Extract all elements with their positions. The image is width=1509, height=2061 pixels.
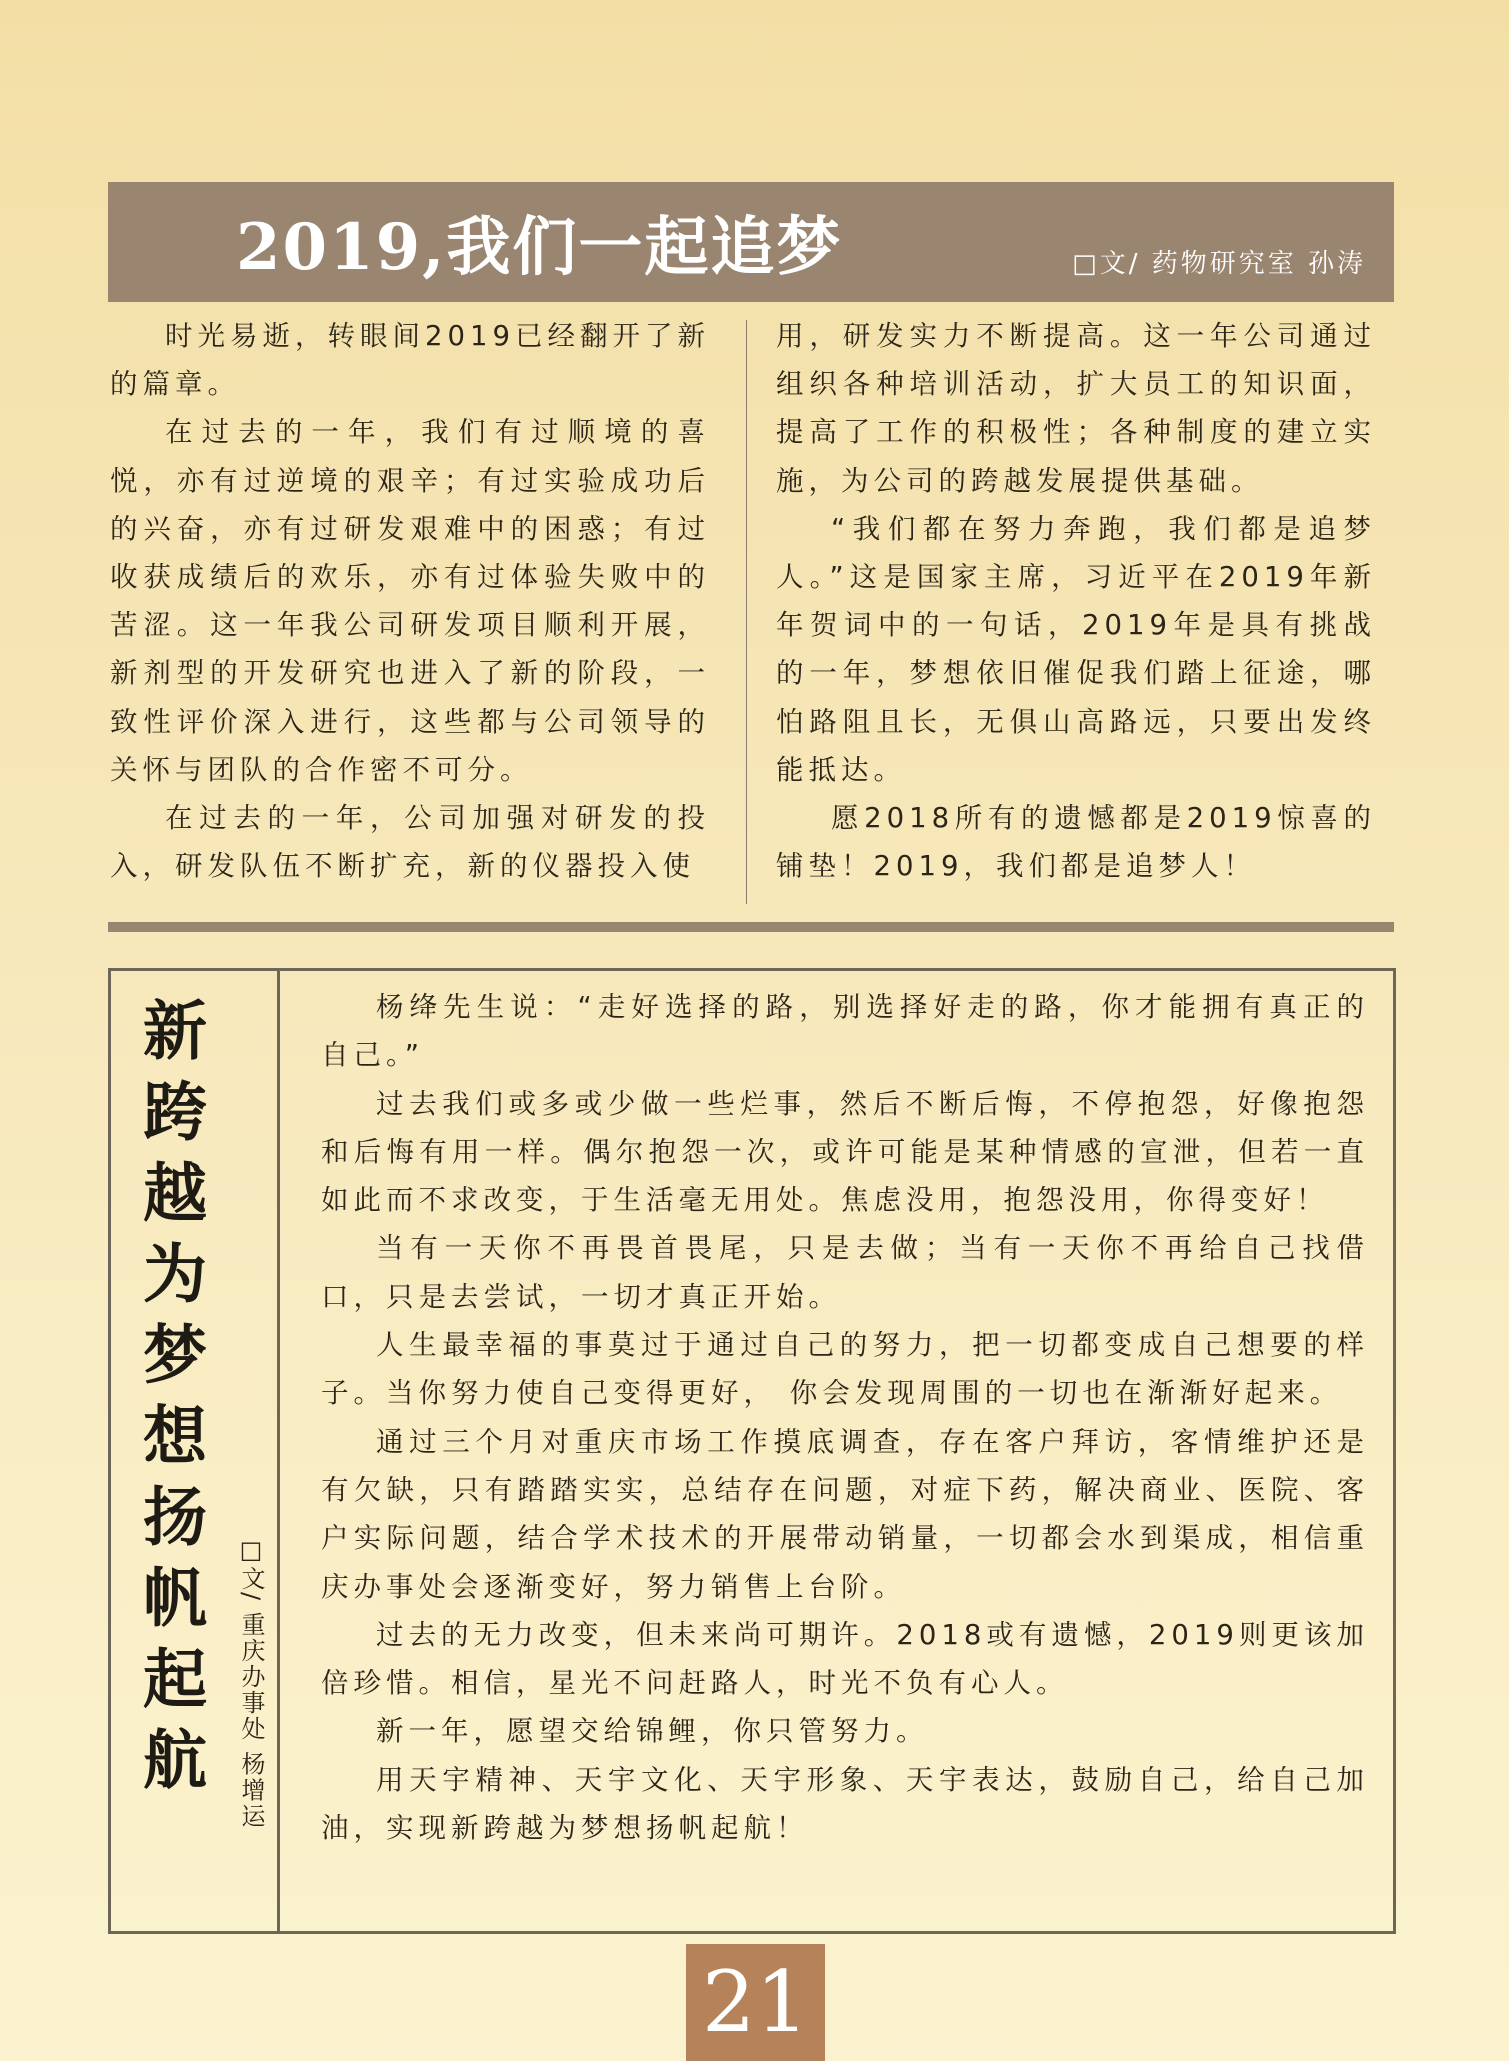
- second-article-title: 新跨越为梦想扬帆起航: [132, 997, 207, 1807]
- second-article-box: [108, 968, 1396, 1934]
- column-divider: [746, 320, 747, 904]
- article-left-column: [110, 312, 710, 890]
- paragraph: 过去的无力改变，但未来尚可期许。2018或有遗憾，2019则更该加倍珍惜。相信，星光不问赶路人，时光不负有心人。: [321, 1618, 1369, 1700]
- paragraph: 用，研发实力不断提高。这一年公司通过组织各种培训活动，扩大员工的知识面，提高了工作的积极性；各种制度的建立实施，为公司的跨越发展提供基础。: [776, 320, 1376, 497]
- paragraph: 时光易逝，转眼间2019已经翻开了新的篇章。: [110, 320, 710, 401]
- box-divider: [277, 971, 280, 1931]
- paragraph: 当有一天你不再畏首畏尾，只是去做；当有一天你不再给自己找借口，只是去尝试，一切才真正开始。: [321, 1232, 1369, 1313]
- section-divider: [108, 922, 1394, 932]
- paragraph: “我们都在努力奔跑，我们都是追梦人。”这是国家主席，习近平在2019年新年贺词中的一句话，2019年是具有挑战的一年，梦想依旧催促我们踏上征途，哪怕路阻且长，无俱山高路远，只要出发终能抵达。: [776, 512, 1376, 786]
- second-article-body: [321, 983, 1369, 1852]
- paragraph: 在过去的一年，公司加强对研发的投入，研发队伍不断扩充，新的仪器投入使: [110, 802, 710, 883]
- page-number: 21: [686, 1944, 825, 2061]
- paragraph: 过去我们或多或少做一些烂事，然后不断后悔，不停抱怨，好像抱怨和后悔有用一样。偶尔抱怨一次，或许可能是某种情感的宣泄，但若一直如此而不求改变，于生活毫无用处。焦虑没用，抱怨没用，你得变好！: [321, 1087, 1369, 1217]
- paragraph: 杨绛先生说：“走好选择的路，别选择好走的路，你才能拥有真正的自己。”: [321, 991, 1369, 1072]
- paragraph: 新一年，愿望交给锦鲤，你只管努力。: [376, 1715, 929, 1748]
- article-byline: □文/ 药物研究室 孙涛: [1072, 249, 1366, 279]
- paragraph: 通过三个月对重庆市场工作摸底调查，存在客户拜访，客情维护还是有欠缺，只有踏踏实实，总结存在问题，对症下药，解决商业、医院、客户实际问题，结合学术技术的开展带动销量，一切都会水到渠成，相信重庆办事处会逐渐变好，努力销售上台阶。: [321, 1425, 1369, 1603]
- article-header-band: [108, 182, 1394, 302]
- paragraph: 用天宇精神、天宇文化、天宇形象、天宇表达，鼓励自己，给自己加油，实现新跨越为梦想扬帆起航！: [321, 1763, 1369, 1845]
- paragraph: 人生最幸福的事莫过于通过自己的努力，把一切都变成自己想要的样子。当你努力使自己变得更好， 你会发现周围的一切也在渐渐好起来。: [321, 1329, 1369, 1410]
- second-article-byline: □文/ 重庆办事处 杨增运: [237, 1536, 265, 1830]
- article-right-column: [776, 312, 1376, 890]
- article-title: 2019,我们一起追梦: [236, 210, 843, 285]
- paragraph: 在过去的一年，我们有过顺境的喜悦，亦有过逆境的艰辛；有过实验成功后的兴奋，亦有过研发艰难中的困惑；有过收获成绩后的欢乐，亦有过体验失败中的苦涩。这一年我公司研发项目顺利开展，新剂型的开发研究也进入了新的阶段，一致性评价深入进行，这些都与公司领导的关怀与团队的合作密不可分。: [110, 416, 710, 786]
- paragraph: 愿2018所有的遗憾都是2019惊喜的铺垫！2019，我们都是追梦人！: [776, 802, 1376, 883]
